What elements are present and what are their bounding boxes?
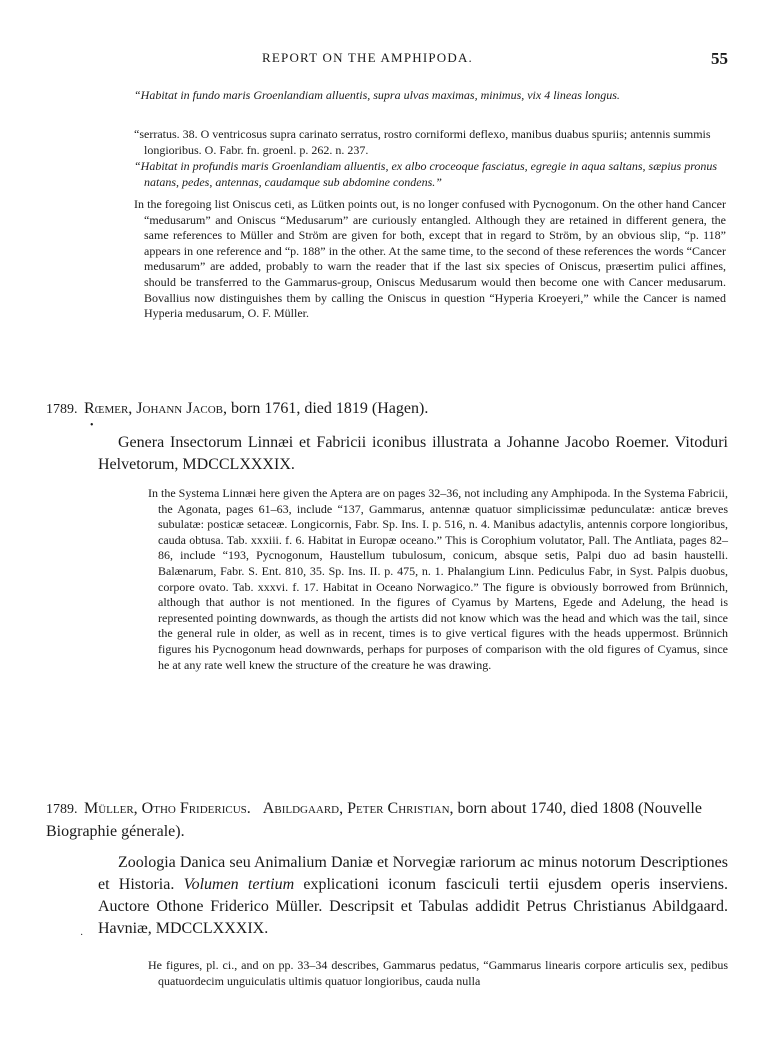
- author-name: Rœmer, Johann Jacob,: [84, 400, 228, 417]
- running-header: [0, 50, 776, 70]
- entry-roemer-heading: [46, 398, 736, 421]
- author-name: Müller, Otho Fridericus.: [84, 800, 251, 817]
- page-number: 55: [711, 49, 728, 68]
- entry-muller-note: He figures, pl. ci., and on pp. 33–34 describes, Gammarus pedatus, “Gammarus linearis corpore articulis sex, pedibus quatuordecim unguiculatis ultimis quatuor longioribus, cauda nulla: [148, 958, 728, 988]
- author-dates: born about 1740, died 1808 (Nouvelle Biographie génerale).: [46, 800, 702, 840]
- entry-year: 1789.: [46, 802, 78, 817]
- title-part-b: Volumen tertium: [183, 876, 295, 893]
- author-dates: born 1761, died 1819 (Hagen).: [227, 400, 429, 417]
- entry-roemer-note: In the Systema Linnæi here given the Aptera are on pages 32–36, not including any Amphipoda. In the Systema Fabricii, the Agonata, pages 61–63, include “137, Gammarus, antennæ quatuor simplicissimæ pedunculatæ: anticæ breves subulatæ: posticæ setaceæ. Longicornis, Fabr. Sp. Ins. I. p. 516, n. 4. Manibus adactylis, antennis corpore longioribus, cauda obtusa. Tab. xxxiii. f. 6. Habitat in Europæ oceano.” This is Corophium volutator, Pall. The Antliata, pages 82–86, include “193, Pycnogonum, Haustellum tubulosum, conicum, absque setis, Palpi duo ad basin haustelli. Balænarum, Fabr. S. Ent. 810, 35. Sp. Ins. II. p. 475, n. 1. Phalangium Linn. Pediculus Fabr, in Syst. Palpis duobus, corpore ovato. Tab. xxxvi. f. 17. Habitat in Oceano Norwagico.” The figure is obviously borrowed from Brünnich, although that author is not mentioned. In the figures of Cyamus by Martens, Egede and Adelung, the head is represented pointing downwards, as though the artists did not know which was the head and which was the tail, since the general rule in older, as well as in recent, times is to give vertical figures with the heads uppermost. Brünnich figures his Pycnogonum head downwards, perhaps for purposes of comparison with the old figures of Cyamus, since he at any rate well knew the structure of the creature he was drawing.: [148, 486, 728, 672]
- entry-year: 1789.: [46, 402, 78, 417]
- entry-muller-title: [98, 852, 728, 940]
- entry-roemer-title: Genera Insectorum Linnæi et Fabricii iconibus illustrata a Johanne Jacobo Roemer. Vitoduri Helvetorum, MDCCLXXXIX.: [98, 434, 728, 473]
- quote-habitat-1: “Habitat in fundo maris Groenlandiam alluentis, supra ulvas maximas, minimus, vix 4 lineas longus.: [134, 88, 620, 102]
- note-foregoing-list: In the foregoing list Oniscus ceti, as Lütken points out, is no longer confused with Pycnogonum. On the other hand Cancer “medusarum” and Oniscus “Medusarum” are curiously entangled. Although they are retained in different genera, the same references to Müller and Ström are given for both, except that in regard to Ström, by an obvious slip, “p. 118” appears in one reference and “p. 188” in the other. At the same time, to the second of these references the words “Cancer medusarum” are added, probably to warn the reader that if the last six species of Oniscus, præsertim pulici affines, should be transferred to the Gammarus-group, Oniscus Medusarum would then become one with Cancer medusarum. Bovallius now distinguishes them by calling the Oniscus in question “Hyperia Kroeyeri,” while the Cancer is named Hyperia medusarum, O. F. Müller.: [134, 197, 726, 321]
- title-part-c: explicationi iconum fasciculi tertii ejusdem operis inserviens. Auctore Othone Friderico Müller. Descripsit et Tabulas addidit Petrus Christianus Abildgaard. Havniæ, MDCCLXXXIX.: [98, 876, 728, 937]
- margin-mark: •: [90, 420, 94, 431]
- quote-habitat-2: “Habitat in profundis maris Groenlandiam alluentis, ex albo croceoque fasciatus, egregie in aqua saltans, sæpius pronus natans, pedes, antennas, caudamque sub abdomine condens.”: [134, 159, 718, 189]
- entry-muller-heading: [46, 798, 736, 843]
- coauthor-name: Abildgaard, Peter Christian,: [262, 800, 454, 817]
- title-part-a: Zoologia Danica seu Animalium Daniæ et Norvegiæ rariorum ac minus notorum Descriptiones et Historia.: [98, 854, 728, 893]
- running-title: REPORT ON THE AMPHIPODA.: [262, 50, 474, 65]
- quote-serratus: “serratus. 38. O ventricosus supra carinato serratus, rostro corniformi deflexo, manibus duabus spuriis; antennis summis longioribus. O. Fabr. fn. groenl. p. 262. n. 237.: [134, 127, 711, 157]
- margin-mark: ·: [80, 930, 84, 941]
